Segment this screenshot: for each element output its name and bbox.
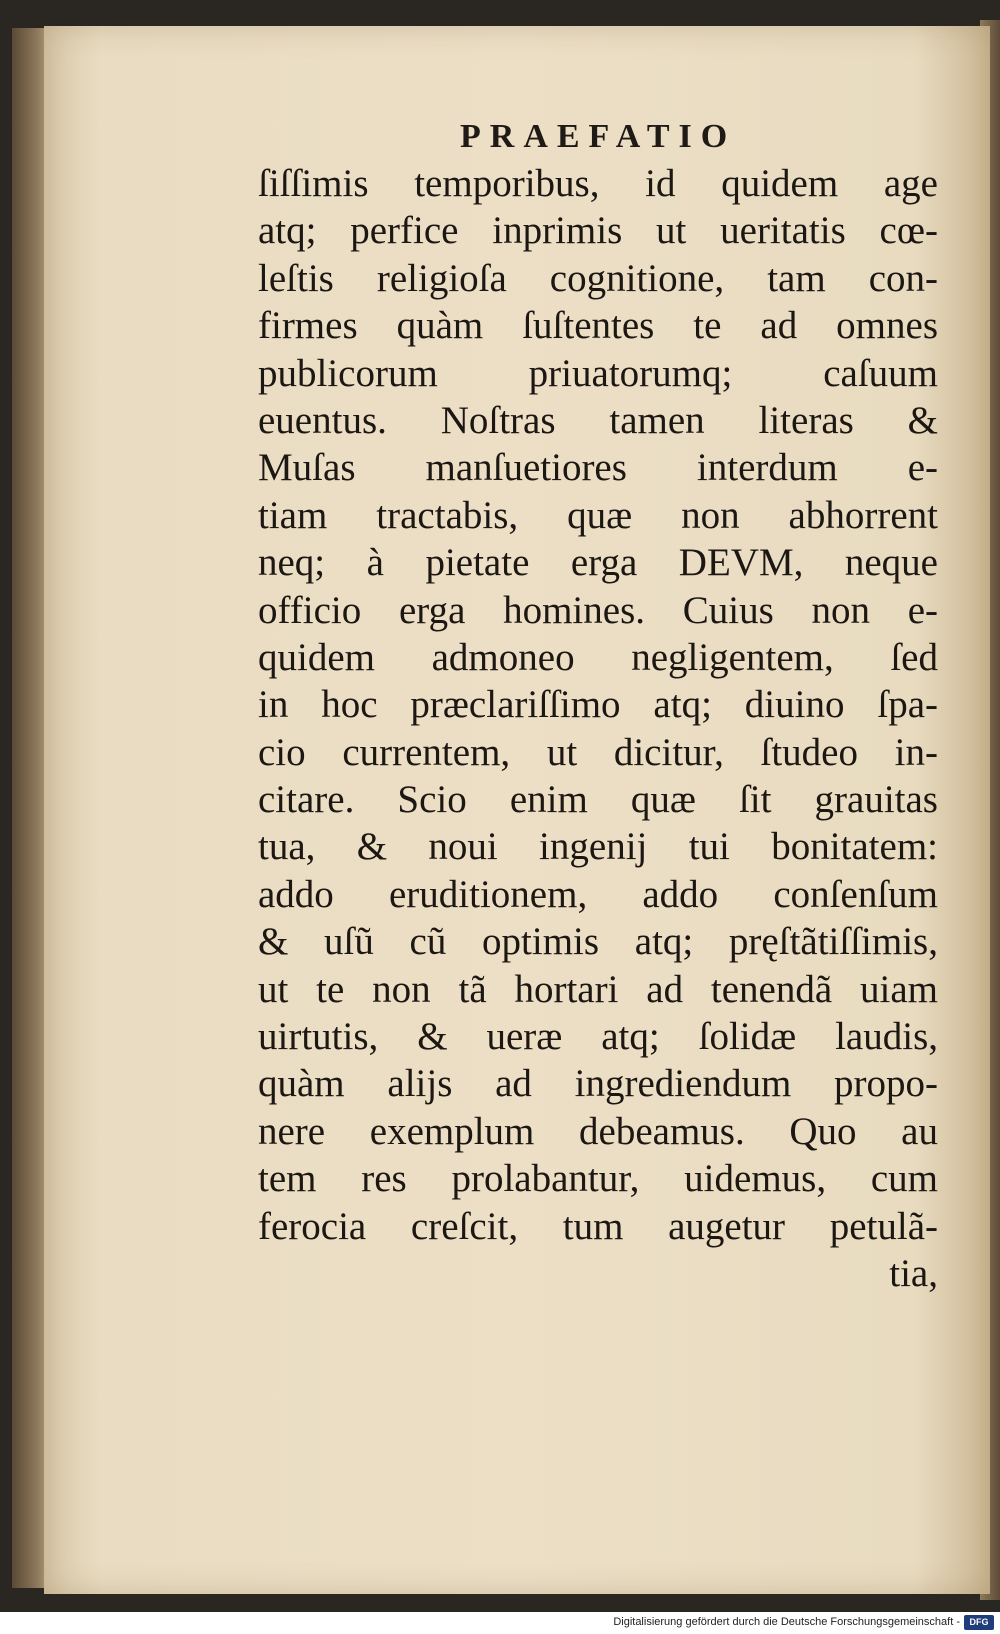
text-block	[258, 160, 938, 1297]
text-line: tem res prolabantur, uidemus, cum	[258, 1157, 938, 1201]
running-head: PRAEFATIO	[460, 118, 737, 155]
text-line: leſtis religioſa cognitione, tam con-	[258, 256, 938, 300]
text-line: neq; à pietate erga DEVM, neque	[258, 541, 938, 585]
text-line: quidem admoneo negligentem, ſed	[258, 635, 938, 679]
text-line: citare. Scio enim quæ ſit grauitas	[258, 778, 938, 822]
text-line: euentus. Noſtras tamen literas &	[258, 398, 938, 442]
text-line: uirtutis, & ueræ atq; ſolidæ laudis,	[258, 1015, 938, 1059]
text-line: publicorum priuatorumq; caſuum	[258, 351, 938, 395]
funding-credit: Digitalisierung gefördert durch die Deutsche Forschungsgemeinschaft -	[613, 1616, 960, 1628]
catchword: tia,	[889, 1251, 938, 1295]
text-line: quàm alijs ad ingrediendum propo-	[258, 1062, 938, 1106]
text-line: ut te non tã hortari ad tenendã uiam	[258, 967, 938, 1011]
text-line: cio currentem, ut dicitur, ſtudeo in-	[258, 730, 938, 774]
text-line: atq; perfice inprimis ut ueritatis cœ-	[258, 209, 938, 253]
text-line: officio erga homines. Cuius non e-	[258, 588, 938, 632]
footer-bar	[0, 1612, 1000, 1634]
text-line: Muſas manſuetiores interdum e-	[258, 446, 938, 490]
text-line: addo eruditionem, addo conſenſum	[258, 872, 938, 916]
text-line: ſiſſimis temporibus, id quidem age	[258, 162, 938, 205]
text-line: tiam tractabis, quæ non abhorrent	[258, 493, 938, 537]
text-line: in hoc præclariſſimo atq; diuino ſpa-	[258, 683, 938, 727]
text-line: tua, & noui ingenij tui bonitatem:	[258, 825, 938, 869]
text-line: firmes quàm ſuſtentes te ad omnes	[258, 304, 938, 348]
text-line: nere exemplum debeamus. Quo au	[258, 1109, 938, 1153]
text-line: ferocia creſcit, tum augetur petulã-	[258, 1204, 938, 1248]
dfg-logo-icon: DFG	[964, 1615, 994, 1630]
text-line: & uſũ cũ optimis atq; pręſtãtiſſimis,	[258, 920, 938, 964]
